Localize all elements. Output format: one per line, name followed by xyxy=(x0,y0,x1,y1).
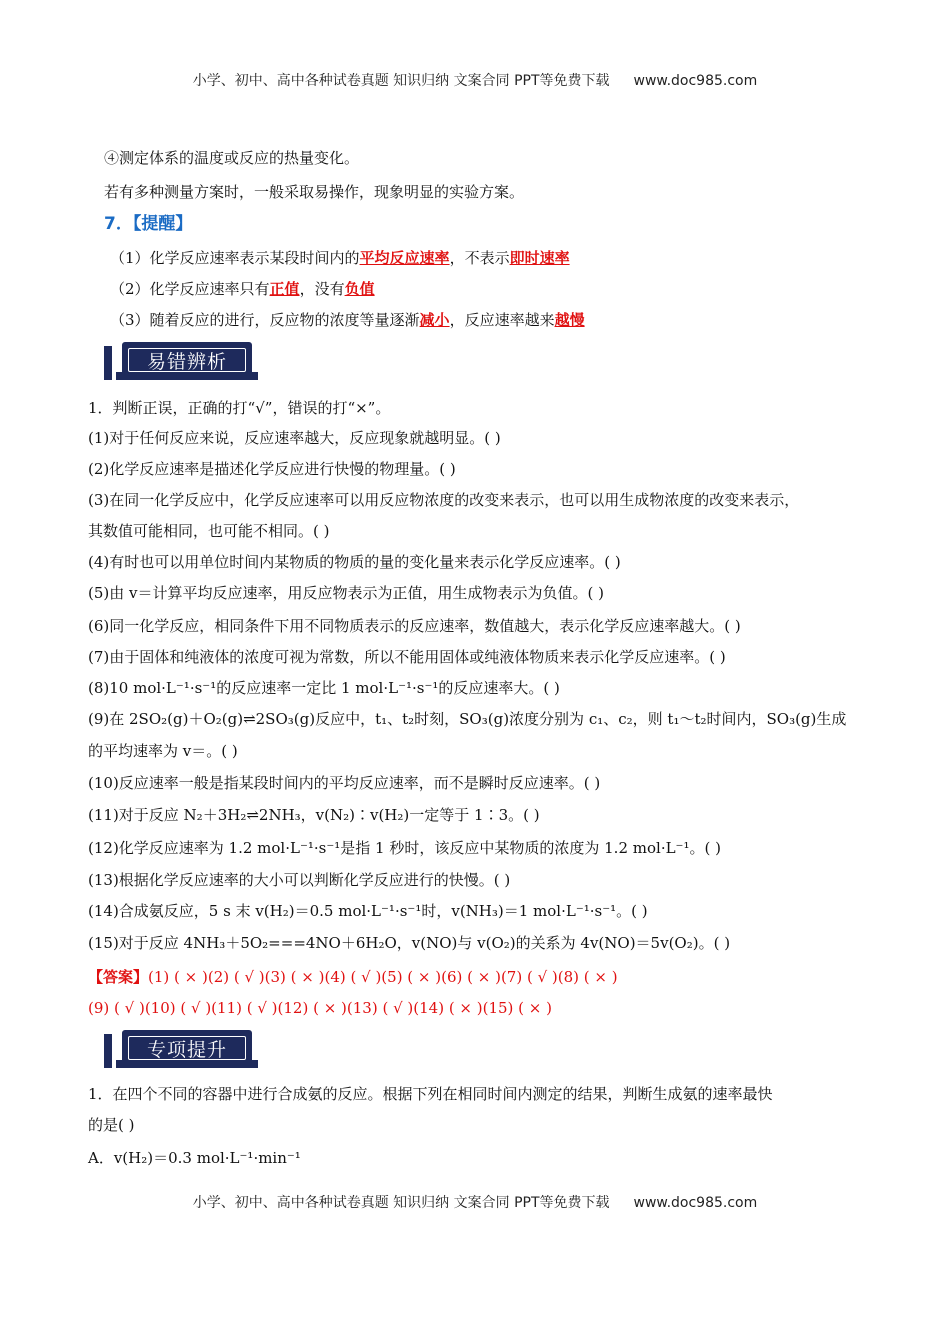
practice-q1a: 1．在四个不同的容器中进行合成氨的反应。根据下列在相同时间内测定的结果，判断生成氨的速率最快 xyxy=(88,1085,773,1103)
page-header xyxy=(0,70,950,90)
judge-q12: (12)化学反应速率为 1.2 mol·L⁻¹·s⁻¹是指 1 秒时，该反应中某物质的浓度为 1.2 mol·L⁻¹。( ) xyxy=(88,839,721,857)
judge-q4: (4)有时也可以用单位时间内某物质的物质的量的变化量来表示化学反应速率。( ) xyxy=(88,553,621,571)
tip-line-3-text: （3）随着反应的进行，反应物的浓度等量逐渐 xyxy=(110,311,420,329)
judge-q14: (14)合成氨反应，5 s 末 v(H₂)＝0.5 mol·L⁻¹·s⁻¹时，v(NH₃)＝1 mol·L⁻¹·s⁻¹。( ) xyxy=(88,902,648,920)
judge-q15: (15)对于反应 4NH₃＋5O₂===4NO＋6H₂O，v(NO)与 v(O₂)的关系为 4v(NO)＝5v(O₂)。( ) xyxy=(88,934,731,952)
answer-row-1 xyxy=(88,967,618,987)
tip-highlight-avg-rate: 平均反应速率 xyxy=(359,249,450,267)
judge-q11: (11)对于反应 N₂＋3H₂⇌2NH₃，v(N₂)∶v(H₂)一定等于 1∶3。( ) xyxy=(88,806,540,824)
judge-q8: (8)10 mol·L⁻¹·s⁻¹的反应速率一定比 1 mol·L⁻¹·s⁻¹的反应速率大。( ) xyxy=(88,679,560,697)
footer-text: 小学、初中、高中各种试卷真题 知识归纳 文案合同 PPT等免费下载 xyxy=(192,1195,610,1211)
tip-highlight-decrease: 减小 xyxy=(419,311,450,329)
tip-line-1-mid: ，不表示 xyxy=(449,249,510,267)
tip-line-1 xyxy=(110,248,570,268)
tip-line-3 xyxy=(110,310,585,330)
tip-line-2 xyxy=(110,279,375,299)
judge-q6: (6)同一化学反应，相同条件下用不同物质表示的反应速率，数值越大，表示化学反应速率越大。( ) xyxy=(88,617,741,635)
footer-site-link[interactable]: www.doc985.com xyxy=(633,1195,758,1211)
section-banner-practice xyxy=(104,1030,256,1072)
judge-q5: (5)由 v＝计算平均反应速率，用反应物表示为正值，用生成物表示为负值。( ) xyxy=(88,584,604,602)
judge-q10: (10)反应速率一般是指某段时间内的平均反应速率，而不是瞬时反应速率。( ) xyxy=(88,774,601,792)
intro-line-1: ④测定体系的温度或反应的热量变化。 xyxy=(104,149,360,167)
judge-q1: (1)对于任何反应来说，反应速率越大，反应现象就越明显。( ) xyxy=(88,429,501,447)
judge-q3a: (3)在同一化学反应中，化学反应速率可以用反应物浓度的改变来表示，也可以用生成物浓度的改变来表示， xyxy=(88,491,800,509)
banner-title: 易错辨析 xyxy=(128,348,246,372)
practice-q1b: 的是( ) xyxy=(88,1116,135,1134)
tip-line-3-mid: ，反应速率越来 xyxy=(449,311,555,329)
tip-highlight-slower: 越慢 xyxy=(554,311,585,329)
judge-q3b: 其数值可能相同，也可能不相同。( ) xyxy=(88,522,330,540)
header-site-link[interactable]: www.doc985.com xyxy=(633,73,758,89)
answer-row-2: (9) ( √ )(10) ( √ )(11) ( √ )(12) ( × )(13) ( √ )(14) ( × )(15) ( × ) xyxy=(88,999,552,1017)
page-footer xyxy=(0,1192,950,1212)
judge-q9b: 的平均速率为 v＝。( ) xyxy=(88,742,238,760)
tip-heading: 7．【提醒】 xyxy=(104,214,193,234)
tip-highlight-positive: 正值 xyxy=(269,280,300,298)
answer-row-1-text: (1) ( × )(2) ( √ )(3) ( × )(4) ( √ )(5) ( × )(6) ( × )(7) ( √ )(8) ( × ) xyxy=(148,968,618,986)
intro-line-2: 若有多种测量方案时，一般采取易操作，现象明显的实验方案。 xyxy=(104,183,525,201)
tip-line-2-mid: ，没有 xyxy=(299,280,345,298)
answer-label: 【答案】 xyxy=(88,968,149,986)
section-banner-error-analysis xyxy=(104,342,256,384)
judge-q9a: (9)在 2SO₂(g)＋O₂(g)⇌2SO₃(g)反应中，t₁、t₂时刻，SO₃(g)浓度分别为 c₁、c₂，则 t₁～t₂时间内，SO₃(g)生成 xyxy=(88,710,847,728)
tip-line-2-text: （2）化学反应速率只有 xyxy=(110,280,270,298)
tip-highlight-instant-rate: 即时速率 xyxy=(509,249,570,267)
judge-q2: (2)化学反应速率是描述化学反应进行快慢的物理量。( ) xyxy=(88,460,456,478)
practice-option-a: A．v(H₂)＝0.3 mol·L⁻¹·min⁻¹ xyxy=(88,1149,301,1167)
header-text: 小学、初中、高中各种试卷真题 知识归纳 文案合同 PPT等免费下载 xyxy=(192,73,610,89)
judge-title: 1．判断正误，正确的打“√”，错误的打“×”。 xyxy=(88,399,391,417)
judge-q13: (13)根据化学反应速率的大小可以判断化学反应进行的快慢。( ) xyxy=(88,871,511,889)
tip-line-1-text: （1）化学反应速率表示某段时间内的 xyxy=(110,249,360,267)
banner-title: 专项提升 xyxy=(128,1036,246,1060)
tip-highlight-negative: 负值 xyxy=(344,280,375,298)
judge-q7: (7)由于固体和纯液体的浓度可视为常数，所以不能用固体或纯液体物质来表示化学反应速率。( ) xyxy=(88,648,726,666)
